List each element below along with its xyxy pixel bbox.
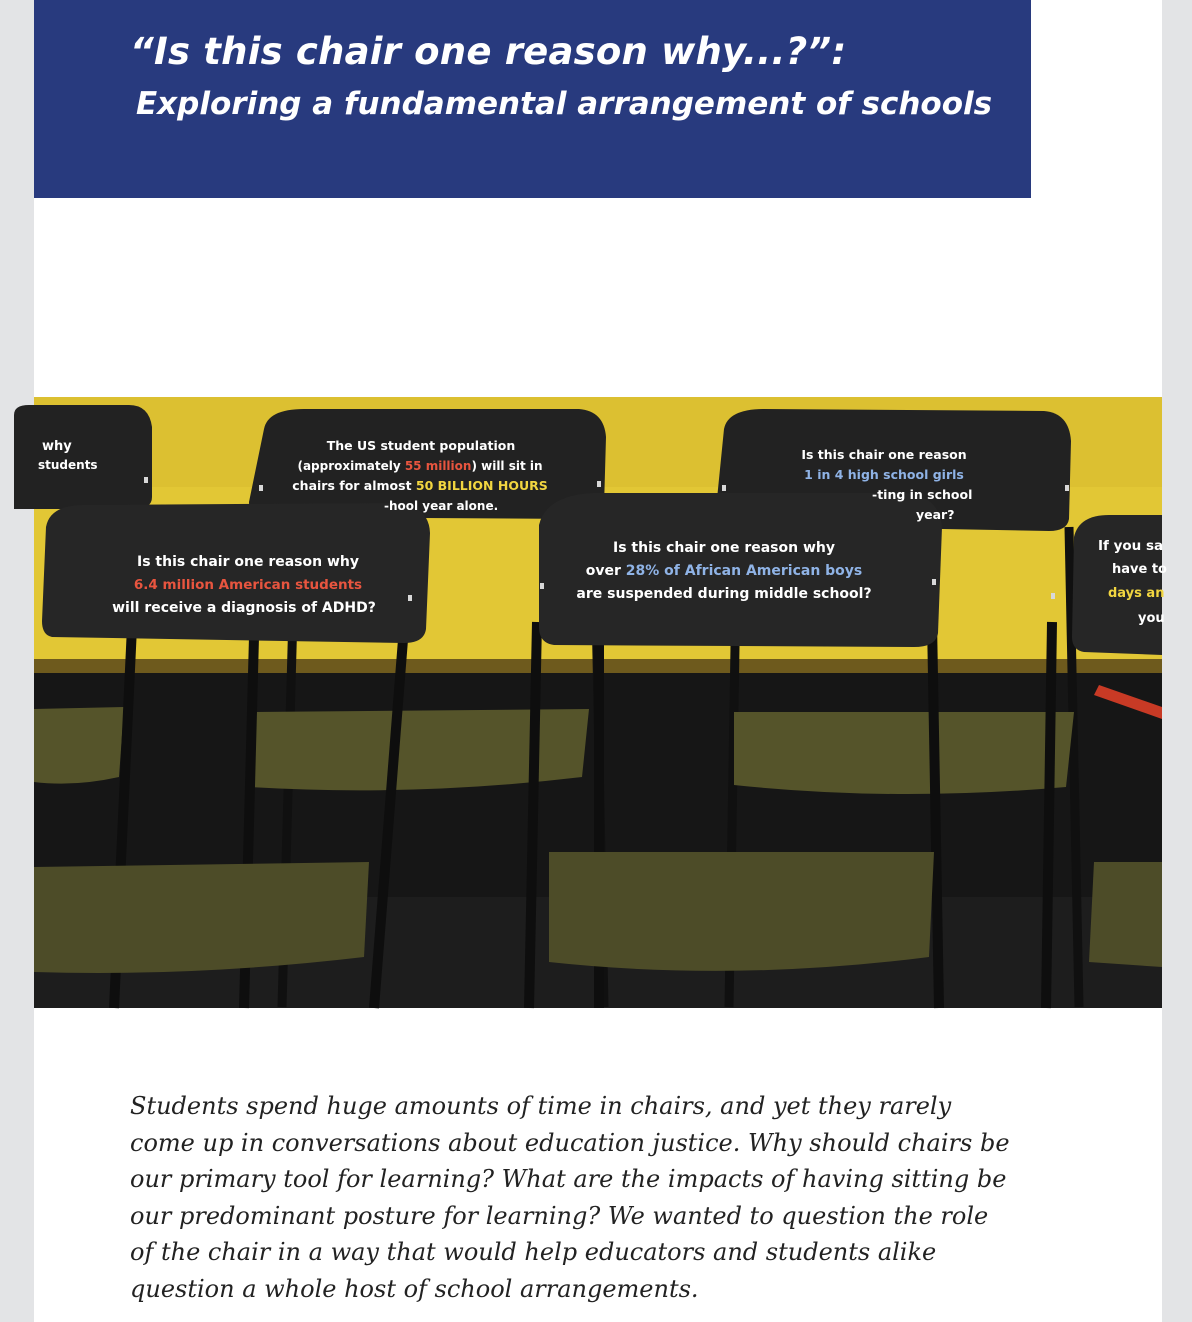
chair-label-front-left-3: will receive a diagnosis of ADHD? [112, 600, 376, 616]
intro-paragraph: Students spend huge amounts of time in chairs, and yet they rarely come up in conversations about education justice. Why should chairs be our primary tool for learning? What are the impacts of having sitting be our predominant posture for learning? We wanted to question the role of the chair in a way that would help educators and students alike question a whole host of school arrangements. [130, 1092, 1010, 1303]
chair-label-back-right-2: 1 in 4 high school girls [804, 467, 964, 482]
chair-label-front-middle-1: Is this chair one reason why [613, 540, 835, 556]
chair-back-far-right [1072, 515, 1165, 655]
chairs-photo [34, 397, 1167, 1008]
chairs-illustration [34, 397, 1167, 1008]
chair-back-far-left [14, 405, 152, 509]
page-subtitle: Exploring a fundamental arrangement of schools [136, 86, 993, 122]
chair-label-far-right-1: If you sa [1098, 538, 1164, 554]
document-page [34, 0, 1167, 1322]
chair-label-back-middle-3: chairs for almost 50 BILLION HOURS [292, 478, 548, 493]
chair-back-front-left [42, 503, 430, 643]
chair-label-front-left-1: Is this chair one reason why [137, 554, 359, 570]
chair-label-back-middle-4: -hool year alone. [384, 499, 499, 513]
chair-label-back-right-3: -ting in school [872, 487, 973, 502]
chair-label-back-middle-1: The US student population [326, 438, 516, 453]
chair-label-far-left-2: students [38, 458, 98, 472]
chair-label-far-right-2: have to [1112, 562, 1167, 577]
chair-label-far-left-1: why [42, 439, 72, 454]
chair-label-far-right-4: you [1138, 611, 1165, 626]
chair-label-front-middle-2: over 28% of African American boys [585, 563, 863, 579]
page-title: “Is this chair one reason why...?”: [130, 30, 847, 73]
chair-label-front-middle-3: are suspended during middle school? [576, 586, 872, 602]
chair-label-far-right-3: days an [1108, 586, 1165, 601]
chair-label-back-middle-2: (approximately 55 million) will sit in [297, 459, 543, 473]
chair-label-back-right-4: year? [916, 507, 955, 522]
chair-label-back-right-1: Is this chair one reason [801, 447, 967, 462]
title-banner [34, 0, 1031, 198]
chair-label-front-left-2: 6.4 million American students [133, 577, 363, 593]
